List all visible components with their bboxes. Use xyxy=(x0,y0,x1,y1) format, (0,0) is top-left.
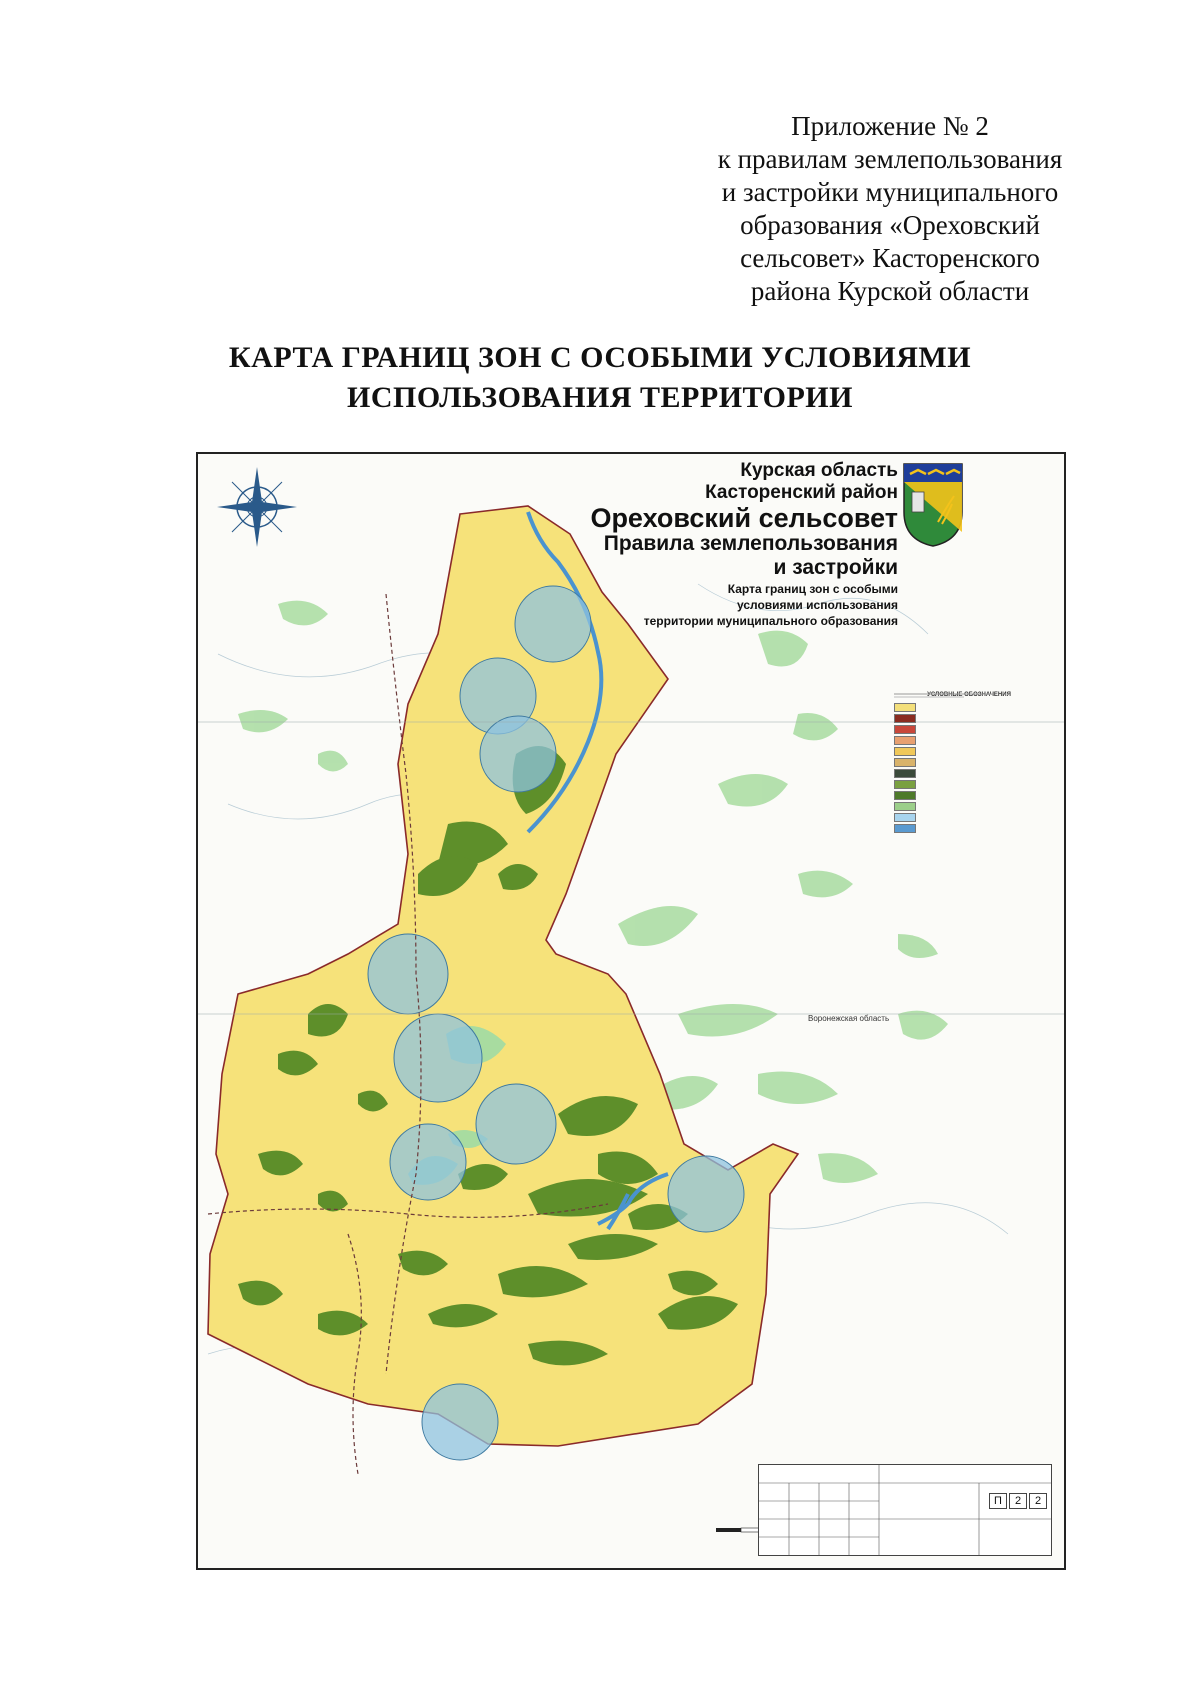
appendix-line: к правилам землепользования xyxy=(717,144,1063,174)
appendix-line: и застройки муниципального xyxy=(721,177,1059,207)
legend-item xyxy=(894,735,1044,746)
document-title-line1: КАРТА ГРАНИЦ ЗОН С ОСОБЫМИ УСЛОВИЯМИ xyxy=(228,341,972,374)
neighbor-region-label: Воронежская область xyxy=(808,1014,890,1023)
legend-swatch xyxy=(894,758,916,767)
appendix-note xyxy=(690,110,1090,308)
sheet-total: 2 xyxy=(1029,1493,1047,1509)
legend-item xyxy=(894,790,1044,801)
map-frame xyxy=(196,452,1066,1570)
appendix-line: образования «Ореховский xyxy=(740,210,1040,240)
document-title-line2: ИСПОЛЬЗОВАНИЯ ТЕРРИТОРИИ xyxy=(347,381,853,414)
coat-of-arms-icon xyxy=(902,462,964,548)
legend-swatch xyxy=(894,725,916,734)
legend-swatch xyxy=(894,714,916,723)
legend-rows xyxy=(894,702,1044,834)
legend-swatch xyxy=(894,736,916,745)
title-block-stamp xyxy=(758,1464,1052,1556)
sheet-index: 2 xyxy=(1009,1493,1027,1509)
appendix-line: Приложение № 2 xyxy=(791,111,989,141)
map-district: Касторенский район xyxy=(705,482,898,503)
map-subtitle-line3: территории муниципального образования xyxy=(643,614,898,628)
legend-swatch xyxy=(894,703,916,712)
map-legend xyxy=(894,692,1044,834)
appendix-line: сельсовет» Касторенского xyxy=(740,243,1040,273)
legend-item xyxy=(894,823,1044,834)
legend-swatch xyxy=(894,780,916,789)
sheet-number xyxy=(989,1493,1047,1509)
map-rules-line2: и застройки xyxy=(773,556,898,579)
legend-item xyxy=(894,801,1044,812)
legend-item xyxy=(894,746,1044,757)
map-rules-line1: Правила землепользования xyxy=(603,532,898,555)
legend-swatch xyxy=(894,747,916,756)
legend-item xyxy=(894,779,1044,790)
legend-item xyxy=(894,713,1044,724)
legend-item xyxy=(894,724,1044,735)
legend-item xyxy=(894,768,1044,779)
map-municipality: Ореховский сельсовет xyxy=(590,503,898,533)
legend-item xyxy=(894,812,1044,823)
legend-item xyxy=(894,702,1044,713)
document-title xyxy=(0,338,1200,418)
legend-swatch xyxy=(894,813,916,822)
compass-rose-icon xyxy=(212,462,302,552)
map-header xyxy=(558,460,898,628)
legend-swatch xyxy=(894,791,916,800)
legend-swatch xyxy=(894,802,916,811)
legend-item xyxy=(894,757,1044,768)
legend-swatch xyxy=(894,769,916,778)
legend-swatch xyxy=(894,824,916,833)
appendix-line: района Курской области xyxy=(750,276,1030,306)
map-subtitle-line1: Карта границ зон с особыми xyxy=(727,582,898,596)
map-subtitle-line2: условиями использования xyxy=(736,598,898,612)
sheet-stage: П xyxy=(989,1493,1007,1509)
stamp-grid xyxy=(759,1465,1051,1555)
legend-title: УСЛОВНЫЕ ОБОЗНАЧЕНИЯ xyxy=(927,692,1011,698)
map-region: Курская область xyxy=(740,460,898,481)
